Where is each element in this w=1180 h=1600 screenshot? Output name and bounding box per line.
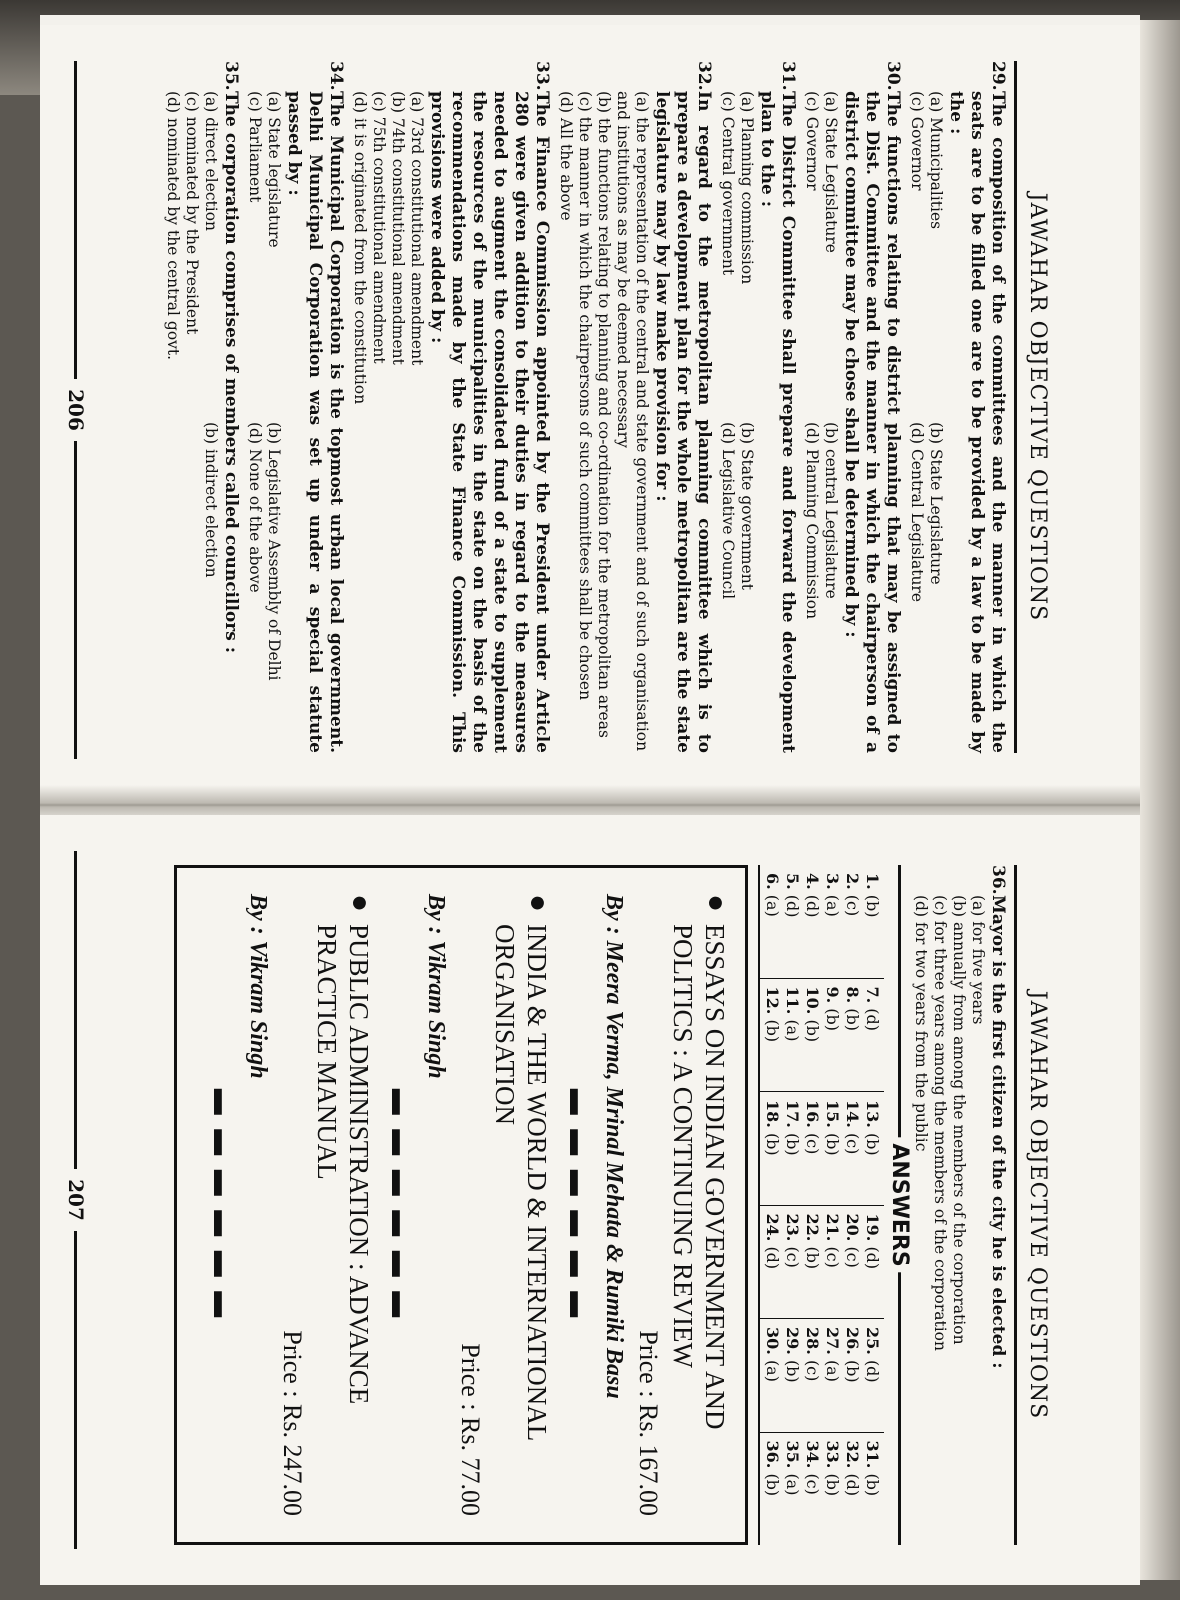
answer-number: 27. (823, 1327, 842, 1355)
option-row (369, 91, 388, 753)
answer-entry (842, 987, 862, 1084)
answer-column (760, 1205, 884, 1319)
option: (a) the representation of the central and state government and of such organisation and institutions as may be deemed necessary (614, 91, 651, 752)
option: (b) the functions relating to planning and co-ordination for the metropolitan areas (595, 91, 613, 738)
page-footer (64, 851, 88, 1549)
answer-number: 13. (863, 1100, 882, 1128)
answer-value: (c) (823, 1246, 842, 1268)
answer-entry (862, 1100, 882, 1197)
option-row (163, 91, 182, 753)
answer-number: 6. (763, 873, 782, 890)
option: (b) State Legislature (927, 422, 945, 585)
book-title-row (311, 894, 375, 1516)
option: (d) it is originated from the constitution (351, 91, 369, 405)
answer-entry (862, 873, 882, 970)
answer-number: 22. (803, 1213, 822, 1242)
option-c: (c) for three years among the members of the corporation (931, 895, 949, 1351)
page-number: 207 (64, 1179, 88, 1221)
book-title: ESSAYS ON INDIAN GOVERNMENT AND POLITICS : A CONTINUING REVIEW (668, 924, 730, 1430)
answer-value: (b) (803, 1246, 822, 1270)
question-number: 36. (988, 865, 1008, 895)
option-row (613, 91, 651, 753)
answer-column (760, 1318, 884, 1432)
answer-entry (802, 873, 822, 970)
option-row (350, 91, 369, 753)
book-author: By : Vikram Singh (245, 894, 271, 1079)
option: (a) Planning commission (738, 91, 756, 285)
question-number: 33. (532, 61, 552, 91)
answer-number: 15. (823, 1100, 842, 1128)
answer-number: 35. (783, 1440, 802, 1469)
answer-value: (b) (783, 1132, 802, 1156)
answer-entry (782, 1327, 802, 1424)
answer-entry (802, 1441, 822, 1538)
answer-entry (842, 1327, 862, 1424)
question-text: The Finance Commission appointed by the President under Article 280 were given addition to their duties in regard to the measures needed to augment the consolidated fund of a state to supplement the resources of the municipalities in the state on the basis of the recommendations made by the State Finance Commission. This provisions were added by : (427, 91, 552, 753)
option: (b) 74th constitutional amendment (389, 91, 407, 365)
answer-options (802, 61, 840, 753)
answer-value: (c) (843, 1132, 862, 1155)
option: (c) the manner in which the chairpersons of such committees shall be chosen (576, 91, 594, 701)
answer-number: 9. (823, 986, 842, 1004)
answer-entry (782, 1100, 802, 1197)
question-number: 29. (988, 61, 1008, 91)
answer-value: (b) (863, 1132, 882, 1156)
answer-number: 29. (783, 1327, 802, 1355)
option: (b) central Legislature (822, 422, 840, 599)
answer-number: 16. (803, 1100, 822, 1128)
header-rule (1014, 61, 1017, 753)
answer-grid (760, 865, 884, 1545)
option-row (907, 91, 926, 753)
answer-entry (762, 1214, 782, 1311)
answer-value: (b) (763, 1473, 782, 1497)
book-price: Price : Rs. 247.00 (278, 1330, 307, 1516)
dash-separator: ▬ ▬ ▬ ▬ ▬ ▬ (564, 1088, 593, 1322)
book-ad (207, 894, 375, 1516)
question-number: 35. (221, 61, 241, 91)
answer-number: 5. (783, 873, 802, 890)
page-stack-edge (1140, 20, 1180, 1580)
answer-number: 18. (763, 1100, 782, 1128)
option-row (575, 91, 594, 753)
answer-value: (b) (803, 1019, 822, 1043)
dash-separator: ▬ ▬ ▬ ▬ ▬ ▬ (386, 1088, 415, 1322)
answer-number: 8. (843, 986, 862, 1004)
option: (c) Central government (719, 91, 737, 276)
running-header: JAWAHAR OBJECTIVE QUESTIONS (1025, 990, 1050, 1420)
book-price: Price : Rs. 77.00 (456, 1343, 485, 1516)
footer-rule-right (75, 1231, 78, 1549)
answer-entry (802, 987, 822, 1084)
question-number: 30. (883, 61, 903, 91)
answer-entry (802, 1100, 822, 1197)
answers-title: ANSWERS (887, 1137, 912, 1272)
book-title: PUBLIC ADMINISTRATION : ADVANCE PRACTICE MANUAL (312, 924, 374, 1405)
answer-value: (a) (763, 894, 782, 917)
bullet-icon: ● (522, 894, 555, 913)
option-row (926, 91, 945, 753)
option-row (182, 91, 201, 753)
answer-entry (822, 1214, 842, 1311)
book-advertisement-box (174, 865, 748, 1545)
answer-entry (762, 1327, 782, 1424)
answer-entry (762, 1100, 782, 1197)
option-row (802, 91, 821, 753)
page-207 (40, 815, 1140, 1585)
option-row (821, 91, 840, 753)
answer-value: (b) (843, 1359, 862, 1383)
answer-entry (842, 1100, 862, 1197)
answer-value: (a) (783, 1473, 802, 1496)
answer-entry (762, 987, 782, 1084)
answer-entry (822, 1100, 842, 1197)
answer-value: (b) (763, 1132, 782, 1156)
question-33 (350, 61, 552, 753)
answer-value: (d) (863, 1008, 882, 1032)
answer-number: 4. (803, 873, 822, 890)
answer-value: (c) (843, 1246, 862, 1268)
footer-rule-left (75, 851, 78, 1169)
option-row (718, 91, 737, 753)
answer-entry (842, 873, 862, 970)
answer-column (760, 865, 884, 978)
answer-options (245, 61, 283, 753)
option: (a) State Legislature (822, 91, 840, 253)
option-row (264, 91, 283, 753)
book-title-row (667, 894, 731, 1516)
answer-column (760, 1091, 884, 1205)
question-number: 31. (778, 61, 798, 91)
answer-value: (c) (843, 894, 862, 917)
answer-number: 36. (763, 1440, 782, 1469)
answer-options (556, 61, 651, 753)
book-title-row (489, 894, 553, 1516)
answer-value: (d) (843, 1473, 862, 1497)
option: (b) indirect election (202, 422, 220, 578)
bullet-icon: ● (344, 894, 377, 913)
answer-entry (822, 873, 842, 970)
answer-entry (782, 1214, 802, 1311)
answer-number: 2. (843, 873, 862, 890)
answer-value: (a) (823, 894, 842, 917)
answer-options (907, 61, 945, 753)
answer-value: (b) (843, 1008, 862, 1032)
answer-number: 26. (843, 1327, 862, 1355)
question-heading (426, 61, 552, 753)
page-footer (64, 61, 88, 759)
footer-rule-right (75, 441, 78, 759)
answer-key (758, 865, 912, 1545)
answer-value: (b) (823, 1132, 842, 1156)
option: (d) Central Legislature (908, 422, 926, 603)
answer-value: (b) (863, 1473, 882, 1497)
option-b: (b) annually from among the members of the corporation (950, 895, 968, 1345)
answer-value: (d) (783, 894, 802, 918)
question-heading (651, 61, 714, 753)
question-32 (556, 61, 714, 753)
answer-value: (b) (823, 1008, 842, 1032)
answer-value: (c) (803, 1359, 822, 1382)
advertisement-list (207, 894, 731, 1516)
answer-value: (d) (863, 1359, 882, 1383)
footer-rule-left (75, 61, 78, 379)
option-row (407, 91, 426, 753)
question-text: The corporation comprises of members called councillors : (221, 91, 241, 653)
answer-number: 34. (803, 1440, 822, 1469)
running-header: JAWAHAR OBJECTIVE QUESTIONS (1025, 192, 1050, 622)
option: (c) Parliament (246, 91, 264, 203)
option: (a) 73rd constitutional amendment (408, 91, 426, 366)
option-a: (a) for five years (969, 895, 987, 1025)
answer-value: (b) (863, 894, 882, 918)
option: (c) 75th constitutional amendment (370, 91, 388, 364)
question-30 (802, 61, 903, 753)
answer-entry (822, 1327, 842, 1424)
answer-number: 33. (823, 1440, 842, 1469)
answer-number: 1. (863, 873, 882, 890)
answer-entry (822, 987, 842, 1084)
answer-number: 23. (783, 1213, 802, 1242)
answer-entry (862, 1214, 882, 1311)
answer-value: (c) (783, 1246, 802, 1268)
bullet-icon: ● (700, 894, 733, 913)
option-row (201, 91, 220, 753)
question-heading (945, 61, 1008, 753)
answer-number: 21. (823, 1213, 842, 1242)
answer-number: 17. (783, 1100, 802, 1128)
question-text: In regard to the metropolitan planning committee which is to prepare a development plan for the whole metropolitan are the state legislature may by law make provision for : (652, 91, 714, 753)
answer-value: (b) (783, 1359, 802, 1383)
option-row (594, 91, 613, 753)
dash-separator: ▬ ▬ ▬ ▬ ▬ ▬ (208, 1088, 237, 1322)
answer-value: (d) (763, 1246, 782, 1270)
question-heading (756, 61, 798, 753)
option: (d) Planning Commission (803, 422, 821, 620)
answer-options (163, 61, 220, 753)
open-book-spread (40, 15, 1140, 1585)
option: (b) Legislative Assembly of Delhi (265, 422, 283, 681)
answer-entry (782, 987, 802, 1084)
answer-entry (762, 1441, 782, 1538)
question-36 (911, 865, 1008, 1545)
answer-entry (802, 1214, 822, 1311)
answer-options (718, 61, 756, 753)
answer-entry (822, 1441, 842, 1538)
answer-number: 24. (763, 1213, 782, 1242)
question-34 (245, 61, 346, 753)
book-author: By : Vikram Singh (423, 894, 449, 1079)
answer-options (350, 61, 426, 753)
answer-number: 31. (863, 1440, 882, 1469)
book-title: INDIA & THE WORLD & INTERNATIONAL ORGANISATION (490, 924, 552, 1441)
answer-number: 30. (763, 1327, 782, 1355)
question-number: 34. (326, 61, 346, 91)
answer-number: 32. (843, 1440, 862, 1469)
option-row (245, 91, 264, 753)
answer-value: (d) (803, 894, 822, 918)
option-row (388, 91, 407, 753)
answer-number: 3. (823, 873, 842, 890)
question-list (163, 61, 1008, 753)
option: (d) nominated by the central govt. (164, 91, 182, 361)
answer-number: 12. (763, 986, 782, 1015)
option: (a) State legislature (265, 91, 283, 248)
option: (a) direct election (202, 91, 220, 232)
answer-value: (a) (783, 1019, 802, 1042)
page-number: 206 (64, 389, 88, 431)
answer-entry (762, 873, 782, 970)
book-ad (385, 894, 553, 1516)
answer-number: 10. (803, 986, 822, 1015)
answer-number: 7. (863, 986, 882, 1004)
question-35 (163, 61, 241, 753)
book-author: By : Meera Verma, Mrinal Mehata & Rumiki Basu (601, 894, 627, 1399)
answer-entry (782, 873, 802, 970)
answer-number: 19. (863, 1213, 882, 1242)
answer-entry (862, 1441, 882, 1538)
option: (d) Legislative Council (719, 422, 737, 600)
question-text: The functions relating to district planning that may be assigned to the Dist. Committee and the manner in which the chairperson of a district committee may be chose shall be determined by : (841, 91, 903, 753)
answer-entry (862, 987, 882, 1084)
question-text: The composition of the committees and the manner in which the seats are to be filled one are to be provided by a law to be made by the : (946, 91, 1008, 753)
answer-entry (782, 1441, 802, 1538)
answer-column (760, 978, 884, 1092)
answer-entry (842, 1214, 862, 1311)
answer-options (911, 865, 987, 1545)
option: (c) Governor (908, 91, 926, 191)
answer-entry (802, 1327, 822, 1424)
answer-value: (b) (823, 1473, 842, 1497)
answer-value: (a) (823, 1359, 842, 1382)
question-text: The District Committee shall prepare and forward the development plan to the : (757, 91, 798, 753)
book-ad (563, 894, 731, 1516)
question-heading (283, 61, 346, 753)
answer-entry (862, 1327, 882, 1424)
question-heading (220, 61, 241, 753)
question-text: Mayor is the first citizen of the city he is elected : (988, 895, 1008, 1369)
answer-entry (842, 1441, 862, 1538)
answer-number: 20. (843, 1213, 862, 1242)
answer-column (760, 1432, 884, 1546)
question-31 (718, 61, 798, 753)
answer-number: 14. (843, 1100, 862, 1128)
option: (d) None of the above (246, 422, 264, 593)
answer-value: (a) (763, 1359, 782, 1382)
book-price: Price : Rs. 167.00 (634, 1330, 663, 1516)
answer-number: 11. (783, 986, 802, 1015)
header-rule (1014, 865, 1017, 1545)
option-d: (d) for two years from the public (912, 895, 930, 1152)
option: (d) All the above (557, 91, 575, 221)
option: (c) Governor (803, 91, 821, 191)
page-206 (40, 25, 1140, 795)
option: (b) State government (738, 422, 756, 591)
question-heading (840, 61, 903, 753)
answer-value: (d) (863, 1246, 882, 1270)
answer-value: (b) (763, 1019, 782, 1043)
question-number: 32. (694, 61, 714, 91)
answer-value: (c) (803, 1473, 822, 1495)
question-text: The Municipal Corporation is the topmost urban local government. Delhi Municipal Corporation was set up under a special statute passed by : (284, 91, 346, 753)
answer-value: (c) (803, 1132, 822, 1155)
option-row (737, 91, 756, 753)
option: (a) Municipalities (927, 91, 945, 230)
question-29 (907, 61, 1008, 753)
answer-number: 25. (863, 1327, 882, 1355)
answer-number: 28. (803, 1327, 822, 1355)
option: (c) nominated by the President (183, 91, 201, 335)
option-row (556, 91, 575, 753)
